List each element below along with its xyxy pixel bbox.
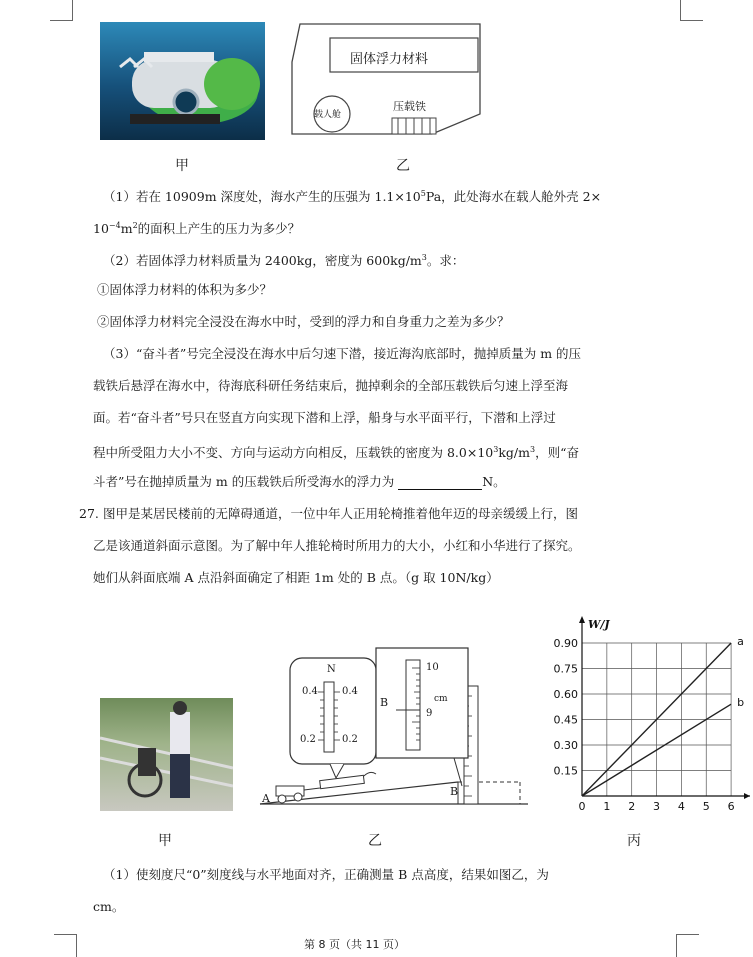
q26-part3-line3: 面。若“奋斗者”号只在竖直方向实现下潜和上浮，船身与水平面平行，下潜和上浮过: [93, 410, 556, 425]
crop-mark: [50, 0, 73, 21]
y-tick-label: 0.15: [553, 764, 578, 778]
y-axis-label: W/J: [588, 618, 610, 631]
x-axis-arrow: [744, 793, 750, 799]
cabin-label: 载人舱: [314, 110, 342, 120]
chart-grid: [579, 616, 750, 799]
x-tick-label: 3: [653, 800, 661, 813]
x-tick-label: 2: [628, 800, 636, 813]
submersible-photo: [100, 22, 265, 140]
q27-part1-line2: cm。: [93, 899, 125, 914]
x-tick-label: 4: [677, 800, 685, 813]
q27-number: 27.: [79, 506, 99, 521]
q26-part3-line1: （3）“奋斗者”号完全浸没在海水中后匀速下潜，接近海沟底部时，抛掉质量为 m 的压: [103, 346, 582, 361]
spring-scale-tick: 0.4: [302, 686, 318, 697]
q27-part1-line1: （1）使刻度尺“0”刻度线与水平地面对齐，正确测量 B 点高度，结果如图乙，为: [103, 867, 549, 882]
submersible-diagram: [282, 22, 492, 140]
x-tick-label: 1: [603, 800, 611, 813]
q26-part3-line4: 程中所受阻力大小不变、方向与运动方向相反，压载铁的密度为 $8.0\times 10^3kg/m^3$，则“奋: [93, 445, 579, 461]
ruler-tick-9: 9: [426, 708, 433, 719]
q27-caption-yi: 乙: [368, 833, 382, 849]
series-label-b: b: [737, 696, 745, 710]
incline-diagram: [258, 636, 534, 816]
q26-part1-line1: （1）若在 10909m 深度处，海水产生的压强为 $1.1\times 10^5Pa$，此处海水在载人舱外壳 2×: [103, 189, 602, 205]
q27-caption-jia: 甲: [158, 833, 172, 849]
spring-scale-unit: N: [327, 664, 336, 675]
crop-mark: [676, 934, 699, 957]
q27-line3: 她们从斜面底端 A 点沿斜面确定了相距 1m 处的 B 点。（g 取 10N/kg）: [93, 570, 499, 585]
y-tick-label: 0.60: [553, 688, 578, 701]
y-axis-arrow: [579, 616, 585, 623]
series-label-a: a: [737, 635, 744, 648]
spring-scale-tick: 0.2: [300, 734, 316, 745]
ruler-unit: cm: [434, 694, 448, 704]
y-tick-label: 0.45: [553, 713, 578, 727]
q26-part3-line5: 斗者”号在抛掉质量为 m 的压载铁后所受海水的浮力为 N。: [93, 474, 506, 489]
q27-line2: 乙是该通道斜面示意图。为了解中年人推轮椅时所用力的大小，小红和小华进行了探究。: [93, 538, 581, 553]
incline-b-label: B: [450, 785, 459, 798]
q26-part2-ii: ②固体浮力材料完全浸没在海水中时，受到的浮力和自身重力之差为多少？: [97, 314, 510, 329]
q27-caption-bing: 丙: [627, 833, 641, 849]
q26-part1-line2: $10^{-4}m^2$的面积上产生的压力为多少？: [93, 221, 301, 237]
x-tick-label: 5: [702, 800, 710, 813]
y-tick-label: 0.75: [553, 662, 578, 676]
wheelchair-photo: [100, 698, 233, 811]
q27-line1: 图甲是某居民楼前的无障碍通道，一位中年人正用轮椅推着他年迈的母亲缓缓上行，图: [103, 506, 579, 521]
spring-scale-tick: 0.4: [342, 686, 358, 697]
q26-part2-line: （2）若固体浮力材料质量为 2400kg，密度为 $600kg/m^3$。求：: [103, 253, 465, 269]
ruler-tick-10: 10: [426, 662, 439, 673]
crop-mark: [54, 934, 77, 957]
ballast-label: 压载铁: [393, 100, 426, 113]
spring-scale-tick: 0.2: [342, 734, 358, 745]
y-tick-label: 0.90: [553, 637, 578, 650]
q26-part3-line2: 载铁后悬浮在海水中，待海底科研任务结束后，抛掉剩余的全部压载铁后匀速上浮至海: [93, 378, 569, 393]
ruler-b-label: B: [380, 696, 389, 709]
incline-a-label: A: [262, 792, 270, 805]
q26-part2-i: ①固体浮力材料的体积为多少？: [97, 282, 273, 297]
answer-blank: [398, 477, 482, 490]
crop-mark: [680, 0, 703, 21]
work-chart: [544, 608, 753, 818]
y-tick-label: 0.30: [553, 739, 578, 752]
x-tick-label: 0: [578, 800, 586, 813]
x-tick-label: 6: [727, 800, 735, 813]
figure-caption-yi: 乙: [396, 158, 410, 174]
buoyancy-material-label: 固体浮力材料: [350, 52, 429, 67]
figure-caption-jia: 甲: [175, 158, 189, 174]
page-footer: 第 8 页（共 11 页）: [304, 938, 405, 951]
